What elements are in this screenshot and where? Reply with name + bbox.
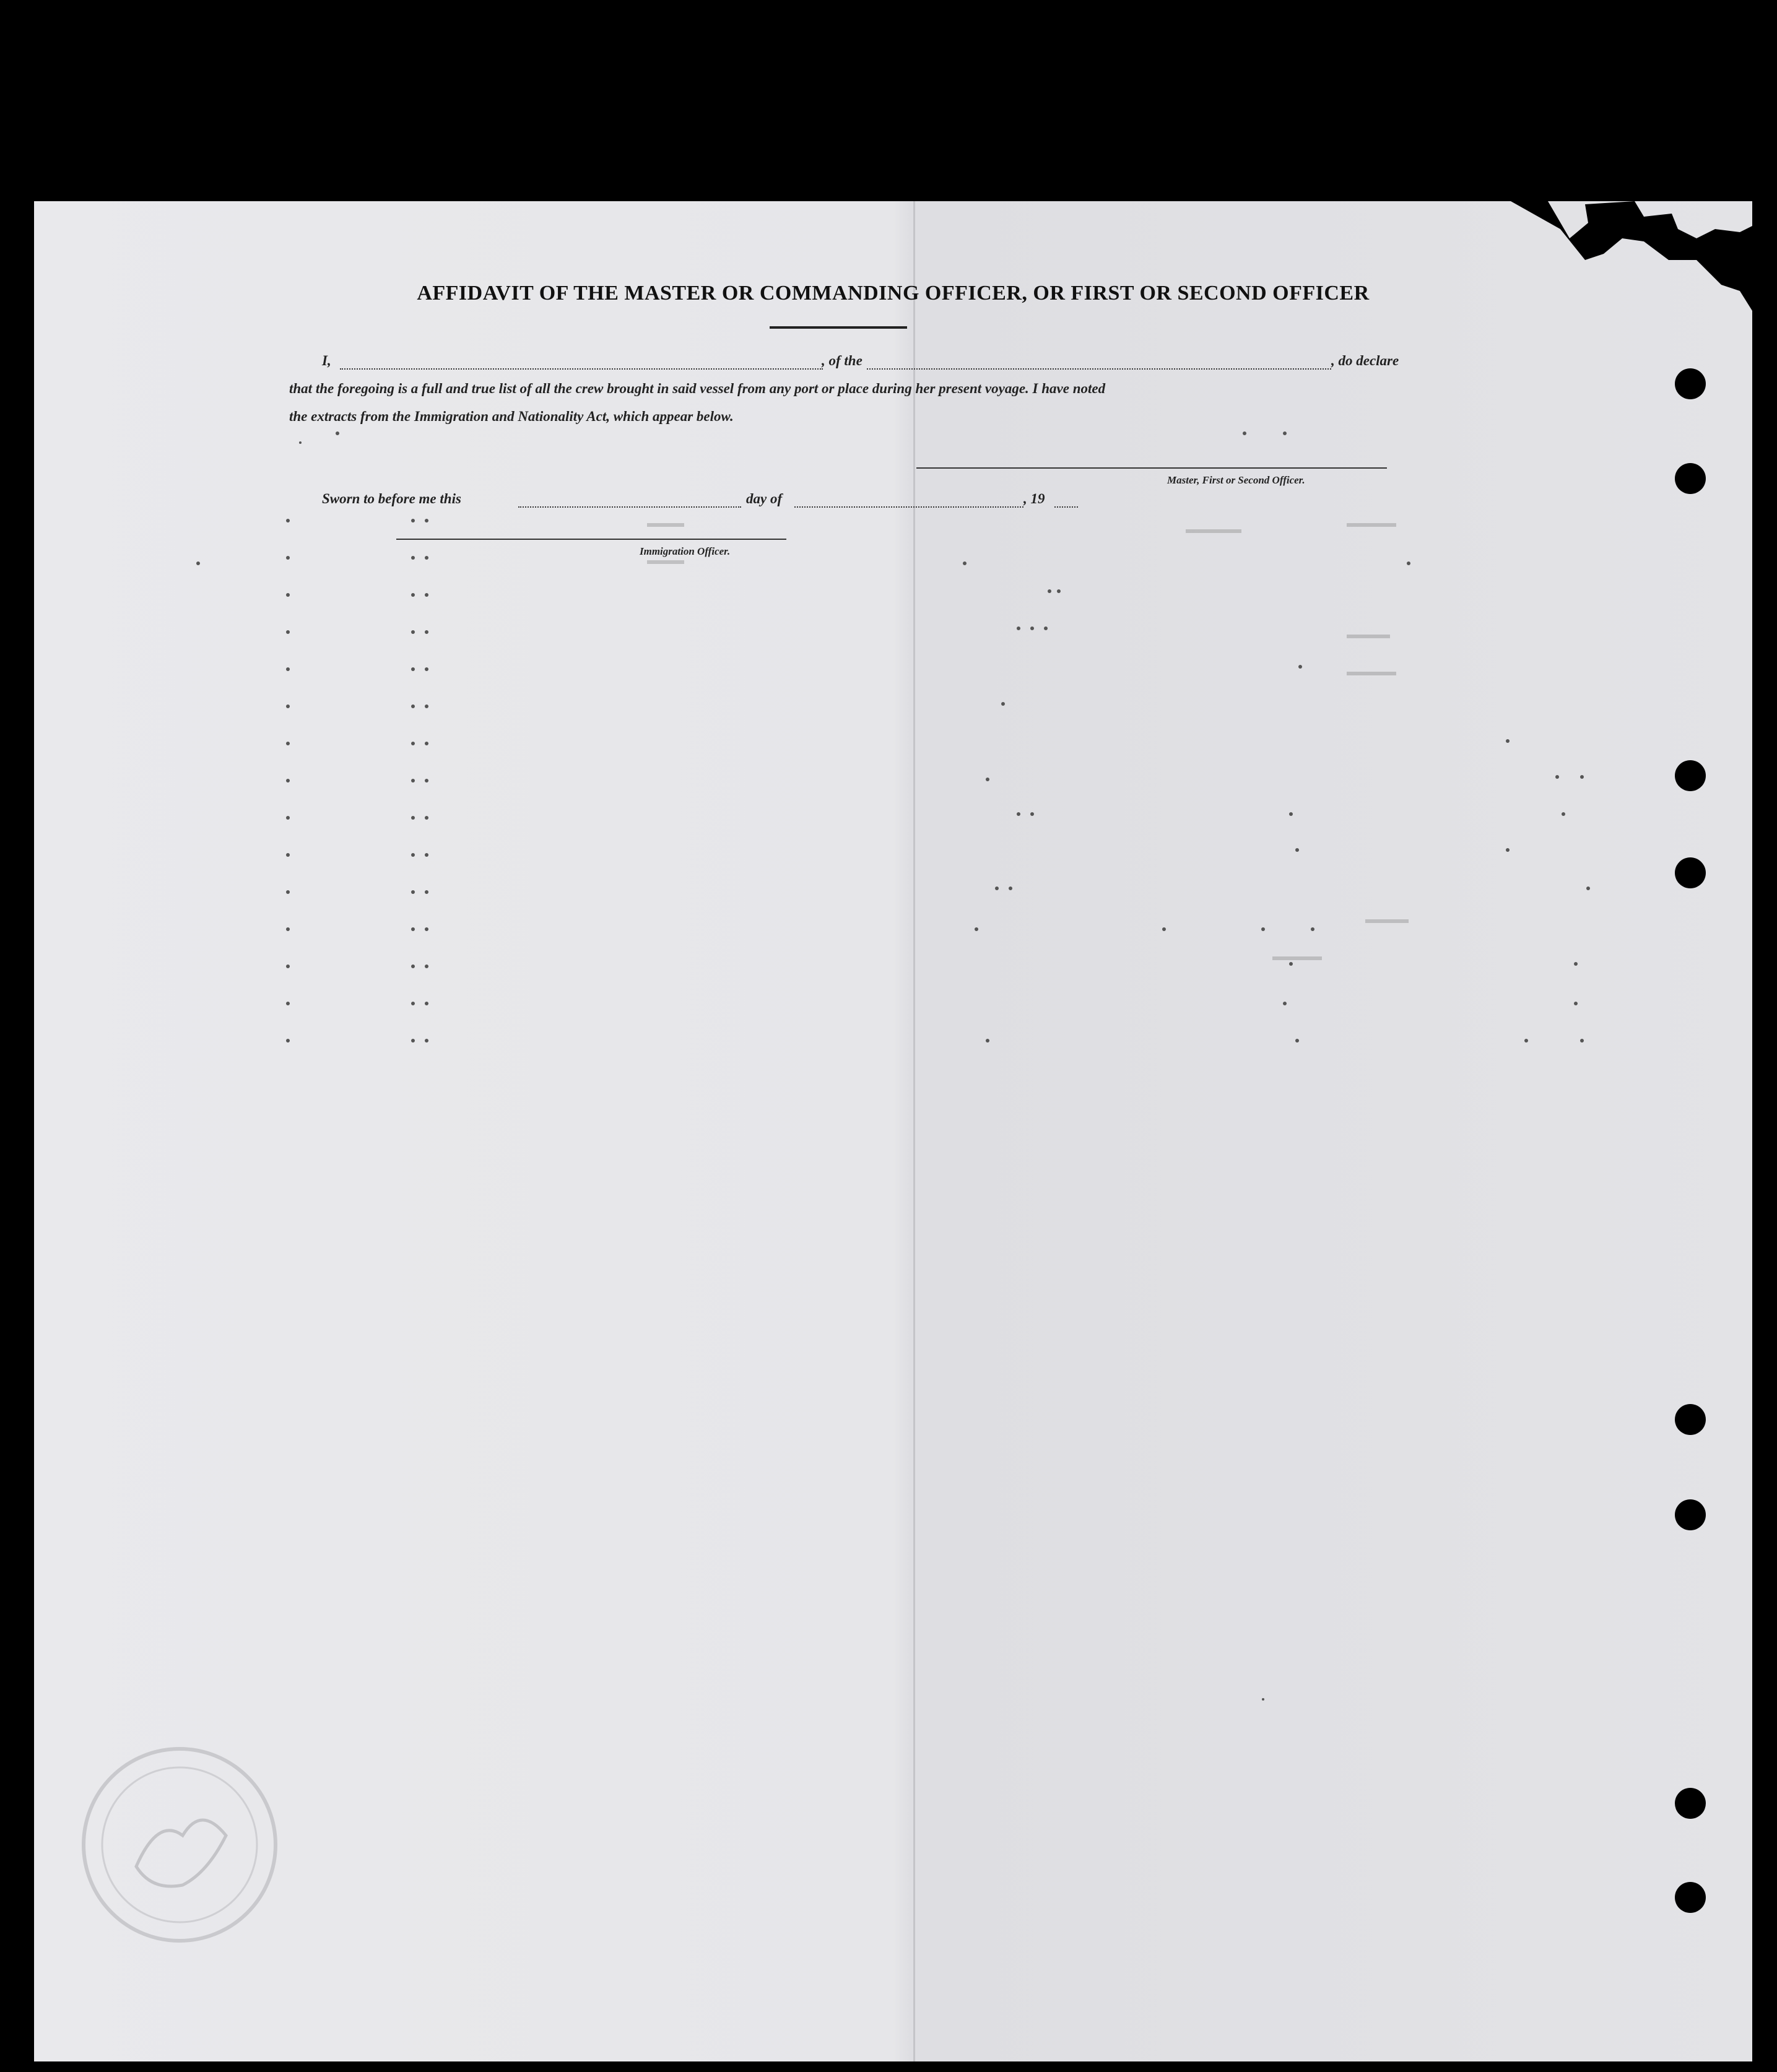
punch-hole bbox=[1675, 1882, 1706, 1913]
master-caption: Master, First or Second Officer. bbox=[1167, 474, 1305, 486]
sworn-label: Sworn to before me this bbox=[322, 491, 461, 506]
affidavit-title: AFFIDAVIT OF THE MASTER OR COMMANDING OFFICER, OR FIRST OR SECOND OFFICER bbox=[417, 282, 1370, 305]
declaration-prefix: I, bbox=[322, 353, 331, 368]
sworn-day-line bbox=[518, 506, 741, 508]
punch-hole bbox=[1675, 463, 1706, 494]
title-underline bbox=[770, 326, 907, 329]
year-label: , 19 bbox=[1023, 491, 1045, 506]
officer-signature-line bbox=[396, 539, 786, 540]
torn-paper-corner bbox=[1511, 192, 1771, 316]
punch-hole bbox=[1675, 1404, 1706, 1435]
embossed-seal bbox=[77, 1743, 282, 1947]
punch-hole bbox=[1675, 857, 1706, 888]
punch-hole bbox=[1675, 760, 1706, 791]
of-the-label: , of the bbox=[822, 353, 862, 368]
do-declare-label: , do declare bbox=[1331, 353, 1399, 368]
declaration-line-3: the extracts from the Immigration and Nationality Act, which appear below. bbox=[289, 409, 734, 424]
vessel-name-line bbox=[867, 368, 1331, 370]
declaration-line-2: that the foregoing is a full and true list of all the crew brought in said vessel from any port or place during her present voyage. I have noted bbox=[289, 381, 1106, 396]
sworn-month-line bbox=[794, 506, 1023, 508]
punch-hole bbox=[1675, 368, 1706, 399]
officer-caption: Immigration Officer. bbox=[640, 545, 731, 557]
master-signature-line bbox=[916, 467, 1387, 469]
faded-bleed-through-marks bbox=[34, 201, 1752, 2061]
day-of-label: day of bbox=[746, 491, 783, 506]
declarant-name-line bbox=[340, 368, 823, 370]
punch-hole bbox=[1675, 1499, 1706, 1530]
document-page bbox=[34, 201, 1752, 2061]
punch-hole bbox=[1675, 1788, 1706, 1819]
sworn-year-line bbox=[1054, 506, 1078, 508]
